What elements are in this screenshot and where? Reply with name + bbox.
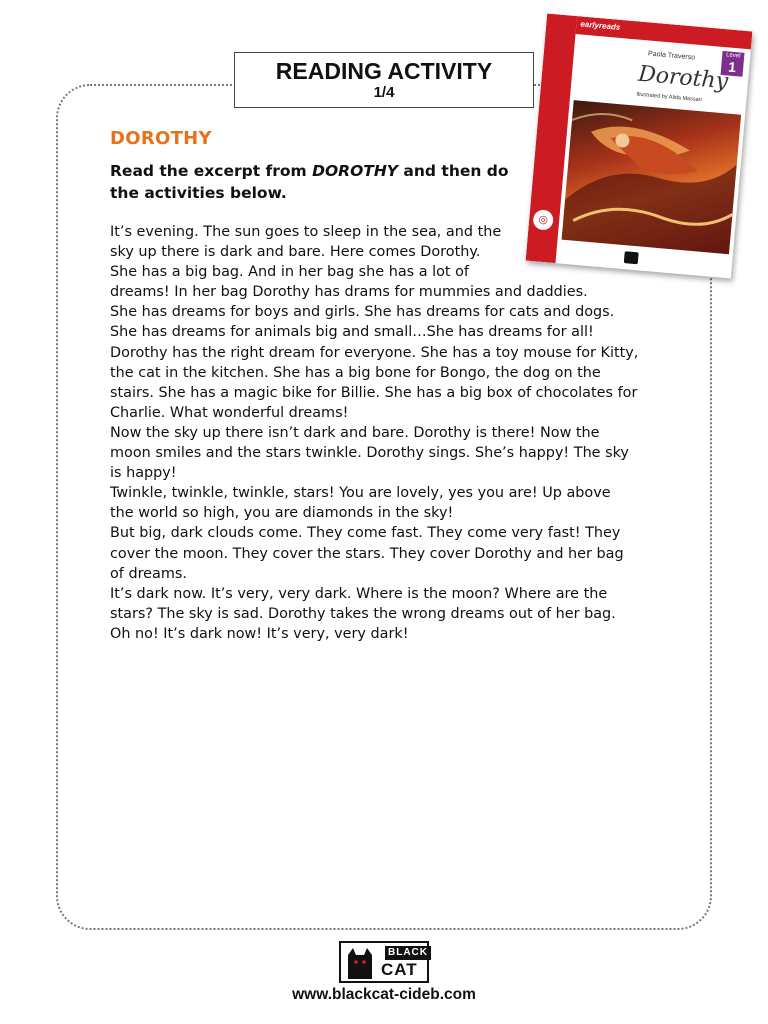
- level-label: Level: [725, 52, 741, 60]
- passage-line: She has dreams for animals big and small…She has dreams for all!: [110, 324, 594, 341]
- cover-title: Dorothy: [637, 61, 730, 95]
- logo-word-black: BLACK: [385, 946, 431, 960]
- instruction-text: [110, 160, 530, 204]
- passage-line: is happy!: [110, 465, 177, 482]
- passage-line: moon smiles and the stars twinkle. Dorothy sings. She’s happy! The sky: [110, 445, 629, 462]
- instruction-book-title: DOROTHY: [312, 162, 399, 180]
- passage-line: dreams! In her bag Dorothy has drams for mummies and daddies.: [110, 284, 588, 301]
- passage-line: stars? The sky is sad. Dorothy takes the wrong dreams out of her bag.: [110, 605, 616, 622]
- black-cat-logo[interactable]: [339, 941, 429, 983]
- cover-illustrator: Illustrated by Alida Massari: [636, 91, 702, 104]
- passage-line: She has a big bag. And in her bag she has a lot of: [110, 264, 469, 281]
- instruction-part-1: Read the excerpt from: [110, 162, 313, 180]
- reading-passage: [110, 222, 670, 644]
- passage-line: Oh no! It’s dark now! It’s very, very dark!: [110, 625, 409, 642]
- cat-icon: [345, 945, 375, 979]
- passage-line: It’s evening. The sun goes to sleep in the sea, and the: [110, 224, 502, 240]
- instruction-part-2: and then do: [398, 162, 509, 180]
- cover-cd-icon: ◎: [532, 209, 554, 231]
- page-number: 1/4: [373, 84, 395, 101]
- passage-line: Twinkle, twinkle, twinkle, stars! You are lovely, yes you are! Up above: [110, 485, 611, 502]
- passage-line: She has dreams for boys and girls. She has dreams for cats and dogs.: [110, 304, 615, 321]
- instruction-line-2: the activities below.: [110, 184, 287, 202]
- passage-line: sky up there is dark and bare. Here comes Dorothy.: [110, 244, 481, 261]
- passage-line: Dorothy has the right dream for everyone. She has a toy mouse for Kitty,: [110, 344, 639, 361]
- passage-line: But big, dark clouds come. They come fast. They come very fast! They: [110, 525, 621, 542]
- series-name: earlyreads: [580, 19, 621, 32]
- passage-line: cover the moon. They cover the stars. They cover Dorothy and her bag: [110, 545, 624, 562]
- level-number: 1: [727, 58, 737, 76]
- passage-line: of dreams.: [110, 565, 187, 582]
- title-box: [234, 52, 534, 108]
- passage-line: the world so high, you are diamonds in the sky!: [110, 505, 454, 522]
- passage-line: the cat in the kitchen. She has a big bone for Bongo, the dog on the: [110, 364, 601, 381]
- passage-line: Charlie. What wonderful dreams!: [110, 404, 349, 421]
- cover-author: Paola Traverso: [647, 50, 696, 62]
- passage-line: stairs. She has a magic bike for Billie. She has a big box of chocolates for: [110, 384, 638, 401]
- website-link[interactable]: www.blackcat-cideb.com: [292, 986, 476, 1003]
- page-title: READING ACTIVITY: [275, 58, 493, 84]
- story-title: DOROTHY: [110, 128, 212, 149]
- passage-line: It’s dark now. It’s very, very dark. Where is the moon? Where are the: [110, 585, 608, 602]
- passage-line: Now the sky up there isn’t dark and bare. Dorothy is there! Now the: [110, 424, 600, 441]
- logo-word-cat: CAT: [381, 960, 418, 979]
